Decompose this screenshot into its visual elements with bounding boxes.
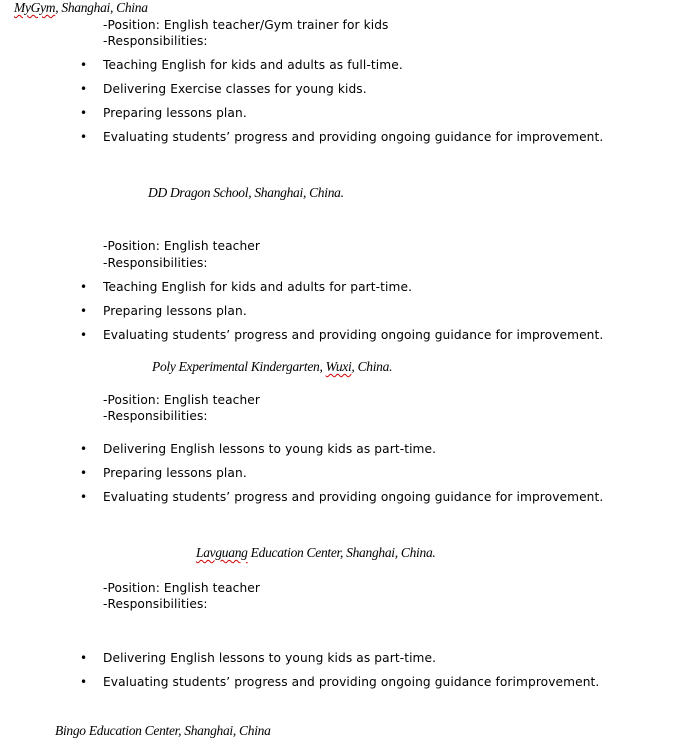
heading-text: , China. <box>351 359 393 374</box>
bullet-text: Teaching English for kids and adults as full-time. <box>103 58 403 72</box>
bullet-icon: • <box>80 675 88 689</box>
misspelled-word[interactable]: Lavguang <box>196 545 248 560</box>
heading-text: Poly Experimental Kindergarten, <box>152 359 326 374</box>
bullet-text: Preparing lessons plan. <box>103 304 247 318</box>
misspelled-word[interactable]: Wuxi <box>325 359 352 374</box>
bullet-text: Teaching English for kids and adults for part-time. <box>103 280 413 294</box>
bullet-text: Delivering English lessons to young kids as part-time. <box>103 651 437 665</box>
bullet-text: Evaluating students’ progress and providing ongoing guidance for improvement. <box>103 130 604 144</box>
position-line: -Position: English teacher <box>103 393 260 407</box>
bullet-icon: • <box>80 106 88 120</box>
misspelled-word[interactable]: MyGym <box>14 0 56 15</box>
heading-text: Bingo Education Center, Shanghai, China <box>55 723 271 738</box>
responsibilities-label: -Responsibilities: <box>103 256 208 270</box>
position-line: -Position: English teacher <box>103 581 260 595</box>
bullet-icon: • <box>80 58 88 72</box>
responsibilities-label: -Responsibilities: <box>103 409 208 423</box>
bullet-icon: • <box>80 82 88 96</box>
employer-heading-poly-kindergarten <box>152 359 392 375</box>
bullet-icon: • <box>80 328 88 342</box>
bullet-icon: • <box>80 130 88 144</box>
bullet-icon: • <box>80 490 88 504</box>
employer-heading-mygym <box>14 0 148 16</box>
bullet-text: Preparing lessons plan. <box>103 106 247 120</box>
bullet-icon: • <box>80 304 88 318</box>
bullet-text: Preparing lessons plan. <box>103 466 247 480</box>
heading-text: , Shanghai, China <box>55 0 148 15</box>
employer-heading-bingo <box>55 723 271 739</box>
position-line: -Position: English teacher/Gym trainer for kids <box>103 18 389 32</box>
bullet-text: Evaluating students’ progress and providing ongoing guidance for improvement. <box>103 328 604 342</box>
employer-heading-dd-dragon <box>148 185 344 201</box>
responsibilities-label: -Responsibilities: <box>103 597 208 611</box>
bullet-text: Delivering English lessons to young kids as part-time. <box>103 442 437 456</box>
bullet-text: Evaluating students’ progress and providing ongoing guidance for improvement. <box>103 490 604 504</box>
bullet-icon: • <box>80 280 88 294</box>
responsibilities-label: -Responsibilities: <box>103 34 208 48</box>
heading-text: Education Center, Shanghai, China. <box>247 545 436 560</box>
bullet-icon: • <box>80 466 88 480</box>
heading-text: DD Dragon School, Shanghai, China. <box>148 185 344 200</box>
bullet-icon: • <box>80 651 88 665</box>
position-line: -Position: English teacher <box>103 239 260 253</box>
employer-heading-lavguang <box>196 545 435 561</box>
bullet-icon: • <box>80 442 88 456</box>
bullet-text: Delivering Exercise classes for young kids. <box>103 82 367 96</box>
bullet-text: Evaluating students’ progress and providing ongoing guidance forimprovement. <box>103 675 600 689</box>
